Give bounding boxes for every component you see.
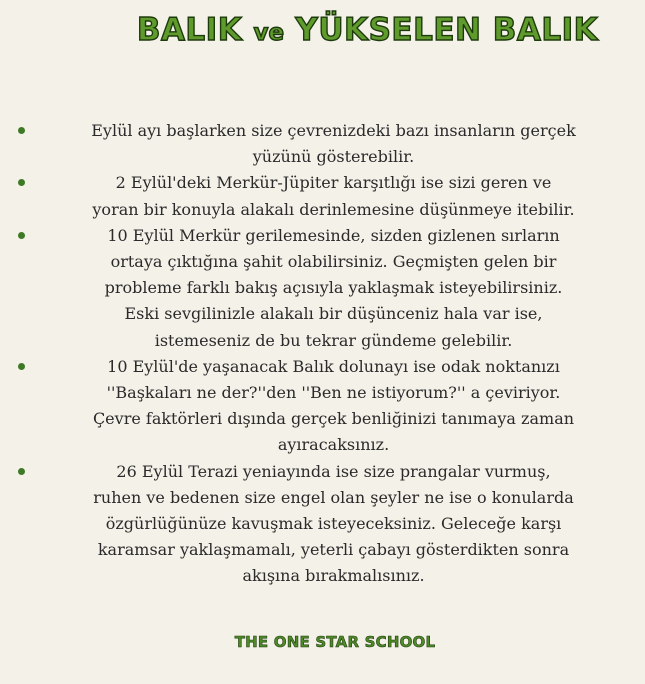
bullet-line: özgürlüğünüze kavuşmak isteyeceksiniz. Geleceğe karşı: [105, 514, 562, 534]
bullet-dot-icon: [18, 179, 25, 186]
bullet-list: [18, 118, 633, 590]
title-part-2: YÜKSELEN BALIK: [284, 12, 599, 48]
bullet-line: ortaya çıktığına şahit olabilirsiniz. Geçmişten gelen bir: [110, 252, 557, 272]
bullet-line: 26 Eylül Terazi yeniayında ise size prangalar vurmuş,: [116, 461, 551, 481]
bullet-line: istemeseniz de bu tekrar gündeme gelebilir.: [154, 330, 513, 350]
bullet-line: yüzünü gösterebilir.: [252, 147, 415, 167]
bullet-line: karamsar yaklaşmamalı, yeterli çabayı gösterdikten sonra: [97, 540, 570, 560]
page-title: [0, 12, 645, 51]
bullet-line: 2 Eylül'deki Merkür-Jüpiter karşıtlığı ise sizi geren ve: [115, 173, 552, 193]
bullet-dot-icon: [18, 127, 25, 134]
bullet-item: [18, 354, 633, 459]
bullet-line: Çevre faktörleri dışında gerçek benliğinizi tanımaya zaman: [92, 409, 575, 429]
bullet-line: yoran bir konuyla alakalı derinlemesine düşünmeye itebilir.: [92, 199, 575, 219]
bullet-dot-icon: [18, 468, 25, 475]
bullet-line: ayıracaksınız.: [277, 435, 390, 455]
bullet-item: [18, 170, 633, 222]
bullet-line: akışına bırakmalısınız.: [242, 566, 425, 586]
bullet-line: ruhen ve bedenen size engel olan şeyler ne ise o konularda: [93, 487, 574, 507]
bullet-item: [18, 118, 633, 170]
title-part-1: BALIK: [136, 12, 254, 48]
bullet-item: [18, 459, 633, 590]
bullet-line: 10 Eylül Merkür gerilemesinde, sizden gizlenen sırların: [107, 225, 560, 245]
bullet-item: [18, 223, 633, 354]
bullet-line: probleme farklı bakış açısıyla yaklaşmak isteyebilirsiniz.: [104, 278, 563, 298]
bullet-line: 10 Eylül'de yaşanacak Balık dolunayı ise odak noktanızı: [107, 356, 560, 376]
bullet-line: ''Başkaları ne der?''den ''Ben ne istiyorum?'' a çeviriyor.: [106, 383, 561, 403]
bullet-dot-icon: [18, 232, 25, 239]
bullet-line: Eylül ayı başlarken size çevrenizdeki bazı insanların gerçek: [91, 121, 576, 140]
title-ve: ve: [253, 20, 285, 46]
bullet-line: Eski sevgilinizle alakalı bir düşünceniz hala var ise,: [124, 304, 543, 324]
bullet-dot-icon: [18, 363, 25, 370]
footer-brand: THE ONE STAR SCHOOL: [234, 633, 436, 651]
